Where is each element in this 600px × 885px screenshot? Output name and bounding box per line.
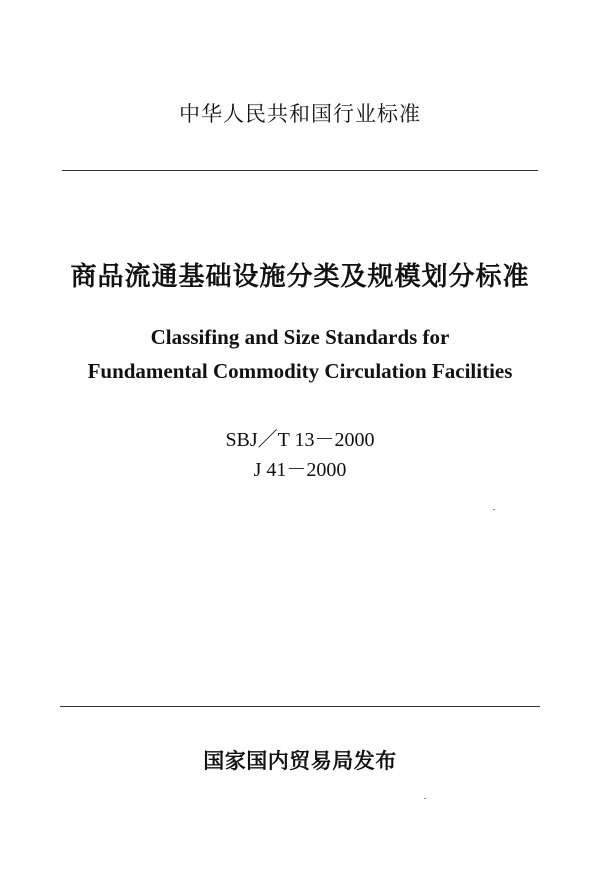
bottom-divider — [60, 706, 540, 707]
top-divider — [62, 170, 538, 171]
english-title-line-2: Fundamental Commodity Circulation Facilities — [87, 359, 513, 383]
scan-speck — [493, 509, 495, 510]
english-title-line-1: Classifing and Size Standards for — [150, 325, 450, 349]
industry-standard-heading: 中华人民共和国行业标准 — [179, 102, 421, 126]
standard-code: SBJ／T 13－2000 — [225, 429, 375, 451]
scan-speck — [424, 798, 426, 799]
chinese-title: 商品流通基础设施分类及规模划分标准 — [70, 262, 530, 292]
publisher: 国家国内贸易局发布 — [203, 749, 397, 773]
record-code: J 41－2000 — [253, 459, 347, 481]
